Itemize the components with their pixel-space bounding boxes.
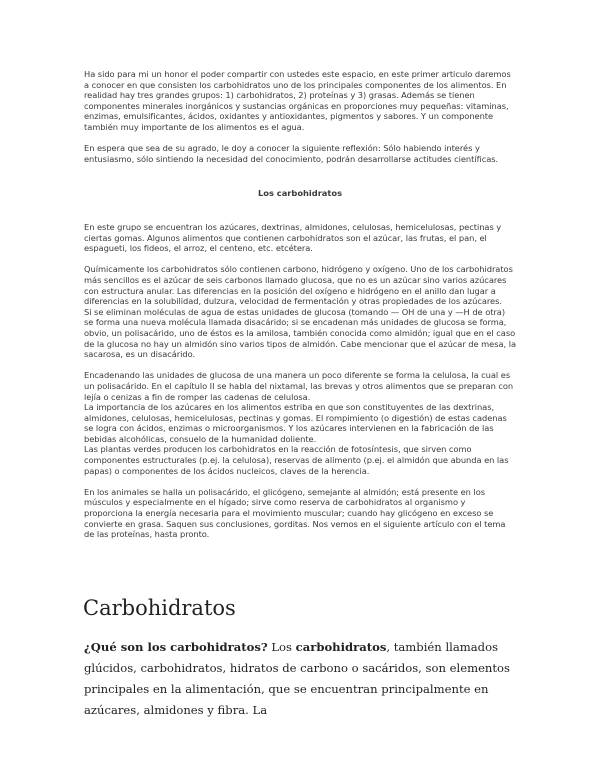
body-paragraph-3a: Encadenando las unidades de glucosa de una manera un poco diferente se forma la celulosa, la cual es un polisacárido. En el capítulo II se habla del nixtamal, las brevas y otros alimentos que se preparan con lejía o cenizas a fin de romper las cadenas de celulosa. [84,370,514,402]
article-title: Carbohidratos [83,596,236,620]
body-paragraph-2a: Químicamente los carbohidratos sólo contienen carbono, hidrógeno y oxígeno. Uno de los carbohidratos más sencillos es el azúcar de seis carbonos llamado glucosa, que no es un azúcar sino varios azúcares con estructura anular. Las diferencias en la posición del oxígeno e hidrógeno en el anillo dan lugar a diferencias en la solubilidad, dulzura, velocidad de fermentación y otras propiedades de los azúcares. [84,264,513,307]
lead-connector: Los [267,640,296,654]
body-paragraph-2b: Si se eliminan moléculas de agua de estas unidades de glucosa (tomando — OH de una y —H de otra) se forma una nueva molécula llamada disacárido; si se encadenan más unidades de glucosa se forma, obvio, un polisacárido, uno de éstos es la amilosa, también conocida como almidón; igual que en el caso de la glucosa no hay un almidón sino varios tipos de almidón. Cabe mencionar que el azúcar de mesa, la sacarosa, es un disacárido. [84,306,516,360]
lead-text: , también llamados glúcidos, carbohidratos, hidratos de carbono o sacáridos, son elementos principales en la alimentación, que se encuentran principalmente en azúcares, almidones y fibra. La [84,640,510,717]
body-paragraph-4: En los animales se halla un polisacárido, el glicógeno, semejante al almidón; está presente en los músculos y especialmente en el hígado; sirve como reserva de carbohidratos al organismo y proporciona la energía necesaria para el movimiento muscular; cuando hay glicógeno en exceso se convierte en grasa. Saquen sus conclusiones, gorditas. Nos vemos en el siguiente artículo con el tema de las proteínas, hasta pronto. [84,486,506,540]
body-paragraph-3c: Las plantas verdes producen los carbohidratos en la reacción de fotosíntesis, que sirven como componentes estructurales (p.ej. la celulosa), reservas de alimento (p.ej. el almidón que abunda en las papas) o componentes de los ácidos nucleicos, claves de la herencia. [84,444,509,476]
article-lead [84,637,520,721]
body-paragraph-1: En este grupo se encuentran los azúcares, dextrinas, almidones, celulosas, hemicelulosas, pectinas y ciertas gomas. Algunos alimentos que contienen carbohidratos son el azúcar, las frutas, el pan, el espagueti, los fideos, el arroz, el centeno, etc. etcétera. [84,222,502,254]
intro-paragraph-2: En espera que sea de su agrado, le doy a conocer la siguiente reflexión: Sólo habiendo interés y entusiasmo, sólo sintiendo la necesidad del conocimiento, podrán desarrollarse actitudes científicas. [84,143,499,164]
article-lead-paragraph [84,637,520,721]
lead-term: carbohidratos [295,640,387,654]
intro-paragraph-1: Ha sido para mi un honor el poder compartir con ustedes este espacio, en este primer articulo daremos a conocer en que consisten los carbohidratos uno de los principales componentes de los alimentos. En realidad hay tres grandes grupos: 1) carbohidratos, 2) proteínas y 3) grasas. Además se tienen componentes minerales inorgánicos y sustancias orgánicas en proporciones muy pequeñas: vitaminas, enzimas, emulsificantes, ácidos, oxidantes y antioxidantes, pigmentos y sabores. Y un componente también muy importante de los alimentos es el agua. [84,69,511,132]
lead-question: ¿Qué son los carbohidratos? [84,640,268,654]
intro-section [84,69,516,164]
carbohidratos-section [84,222,516,540]
section-heading: Los carbohidratos [257,188,343,198]
body-paragraph-3b: La importancia de los azúcares en los alimentos estriba en que son constituyentes de las dextrinas, almidones, celulosas, hemicelulosas, pectinas y gomas. El rompimiento (o digestión) de estas cadenas se logra con ácidos, enzimas o microorganismos. Y los azúcares intervienen en la fabricación de las bebidas alcohólicas, consuelo de la humanidad doliente. [84,402,507,444]
